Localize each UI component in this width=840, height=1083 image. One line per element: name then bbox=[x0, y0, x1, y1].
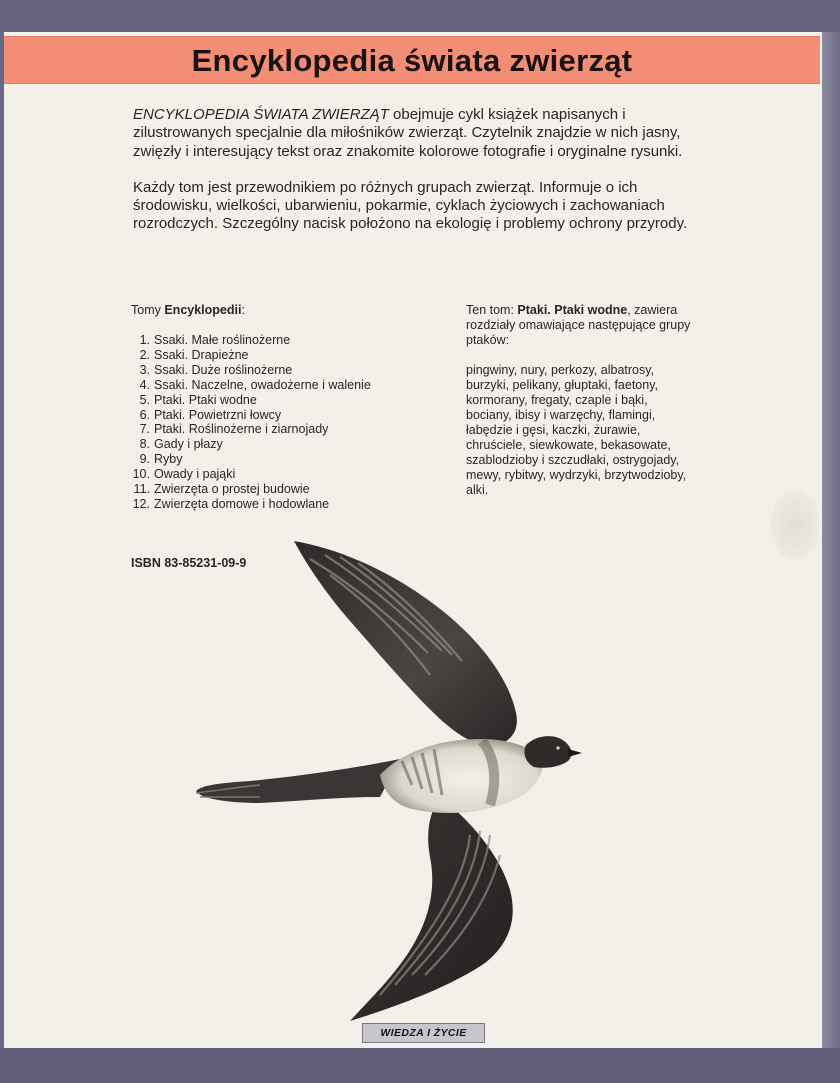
cover-frame-top bbox=[0, 0, 840, 32]
volume-list bbox=[126, 333, 386, 512]
volume-number: 11. bbox=[133, 482, 150, 497]
paper-stain bbox=[770, 490, 820, 560]
list-item bbox=[126, 378, 386, 393]
intro-text bbox=[133, 106, 693, 234]
volume-number: 6. bbox=[139, 407, 150, 422]
intro-paragraph-2: Każdy tom jest przewodnikiem po różnych grupach zwierząt. Informuje o ich środowisku, wielkości, ubarwieniu, pokarmie, cyklach życiowych i zachowaniach rozrodczych. Szczególny nacisk położono na ekologię i problemy ochrony przyrody. bbox=[133, 178, 688, 233]
volume-number: 4. bbox=[139, 377, 150, 392]
intro-lead-italic: ENCYKLOPEDIA ŚWIATA ZWIERZĄT bbox=[133, 106, 389, 123]
volume-number: 7. bbox=[139, 422, 150, 437]
list-item bbox=[126, 437, 386, 452]
intro-paragraph-1 bbox=[133, 106, 693, 161]
volume-title: Ssaki. Duże roślinożerne bbox=[154, 362, 293, 377]
cover-frame-right bbox=[822, 32, 840, 1048]
list-item bbox=[126, 333, 386, 348]
volume-title: Owady i pająki bbox=[154, 467, 236, 482]
volume-title: Ptaki. Powietrzni łowcy bbox=[154, 407, 282, 422]
body bbox=[380, 739, 543, 813]
volume-number: 9. bbox=[139, 452, 150, 467]
volume-title: Ssaki. Drapieżne bbox=[154, 347, 249, 362]
volume-title: Ssaki. Małe roślinożerne bbox=[154, 333, 291, 347]
volume-title: Zwierzęta o prostej budowie bbox=[154, 482, 310, 497]
volumes-heading-bold: Encyklopedii bbox=[164, 303, 242, 317]
this-volume-rest: , zawiera rozdziały omawiające następujące grupy ptaków: bbox=[466, 303, 691, 347]
this-volume-prefix: Ten tom: bbox=[466, 303, 518, 317]
volumes-heading bbox=[131, 303, 245, 317]
this-volume-intro bbox=[466, 303, 696, 348]
list-item bbox=[126, 482, 386, 497]
volume-number: 3. bbox=[139, 362, 150, 377]
list-item bbox=[126, 393, 386, 408]
bird-groups-list: pingwiny, nury, perkozy, albatrosy, burzyki, pelikany, głuptaki, faetony, kormorany, fregaty, czaple i bąki, bociany, ibisy i warzęchy, flamingi, łabędzie i gęsi, kaczki, żurawie, chruściele, siewkowate, bekasowate, szablodzioby i szczudłaki, ostrygojady, mewy, rybitwy, wydrzyki, brzytwodzioby, alki. bbox=[466, 363, 687, 497]
list-item bbox=[126, 467, 386, 482]
volume-number: 12. bbox=[132, 496, 150, 511]
list-item bbox=[126, 363, 386, 378]
volumes-heading-suffix: : bbox=[241, 303, 245, 317]
this-volume-title: Ptaki. Ptaki wodne bbox=[517, 303, 628, 317]
volume-title: Gady i płazy bbox=[154, 437, 223, 452]
publisher-logo: WIEDZA I ŻYCIE bbox=[362, 1023, 485, 1043]
list-item bbox=[126, 422, 386, 437]
volume-title: Ptaki. Ptaki wodne bbox=[154, 392, 257, 407]
list-item bbox=[126, 452, 386, 467]
volume-number: 2. bbox=[139, 347, 150, 362]
skua-bird-illustration bbox=[190, 535, 590, 1025]
title-banner bbox=[4, 36, 820, 84]
list-item bbox=[126, 348, 386, 363]
intro-paragraph-1-rest: obejmuje cykl książek napisanych i zilustrowanych specjalnie dla miłośników zwierząt. Czytelnik znajdzie w nich jasny, zwięzły i interesujący tekst oraz znakomite kolorowe fotografie i oryginalne rysunki. bbox=[133, 106, 683, 160]
this-volume-description bbox=[466, 303, 696, 498]
volume-number: 10. bbox=[132, 467, 150, 482]
head bbox=[524, 736, 571, 768]
beak bbox=[568, 749, 582, 757]
volume-title: Ryby bbox=[154, 452, 183, 467]
list-item bbox=[126, 408, 386, 423]
cover-frame-bottom bbox=[0, 1048, 840, 1083]
volume-number: 5. bbox=[139, 392, 150, 407]
volume-number: 8. bbox=[139, 437, 150, 452]
volume-number: 1. bbox=[139, 333, 150, 347]
volume-title: Ssaki. Naczelne, owadożerne i walenie bbox=[154, 377, 371, 392]
isbn-number: ISBN 83-85231-09-9 bbox=[131, 556, 247, 570]
lower-wing bbox=[350, 797, 513, 1021]
volume-title: Ptaki. Roślinożerne i ziarnojady bbox=[154, 422, 329, 437]
series-title: Encyklopedia świata zwierząt bbox=[191, 43, 633, 78]
volumes-heading-prefix: Tomy bbox=[131, 303, 165, 317]
list-item bbox=[126, 497, 386, 512]
eye bbox=[556, 746, 559, 749]
volume-title: Zwierzęta domowe i hodowlane bbox=[154, 496, 330, 511]
